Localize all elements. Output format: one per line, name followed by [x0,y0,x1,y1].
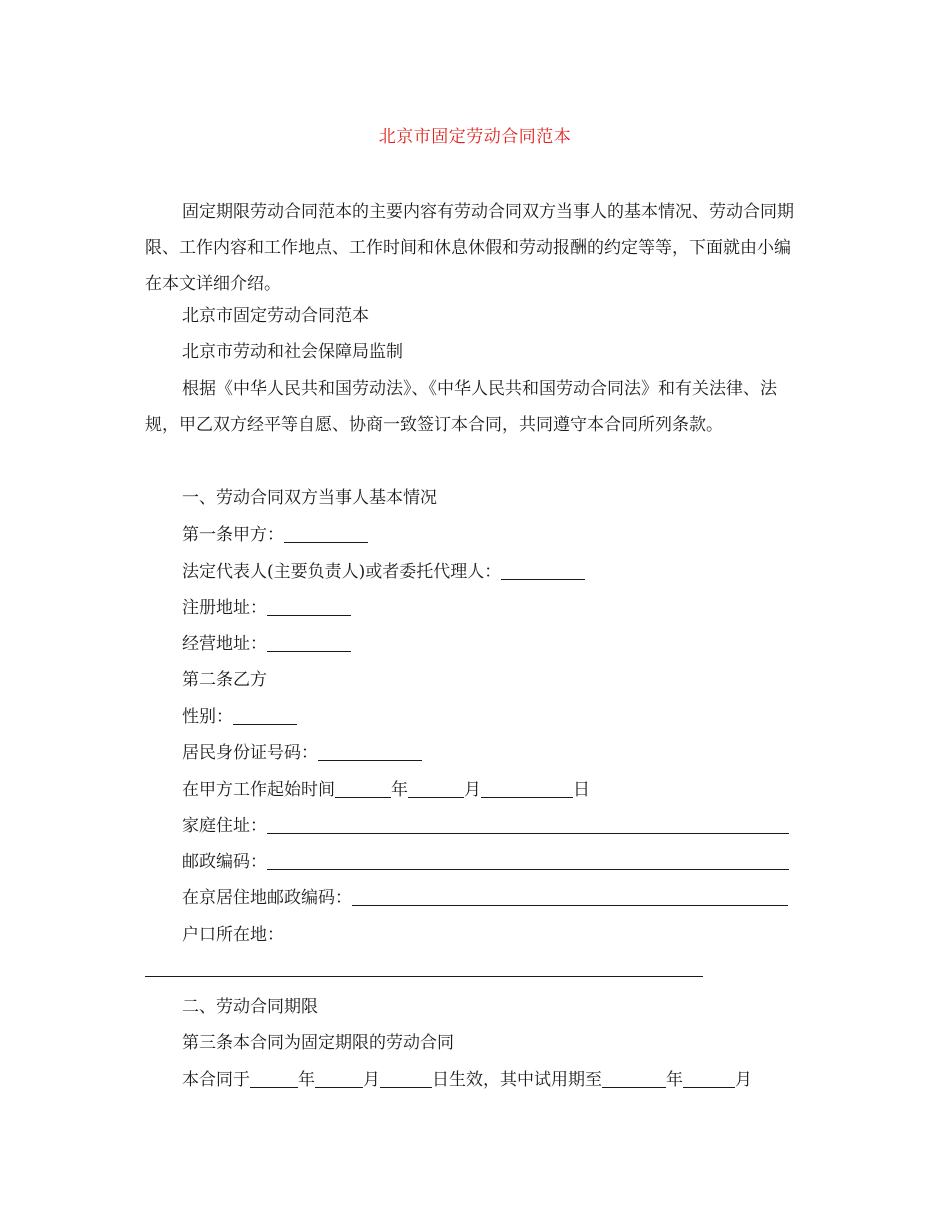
day-label: 日 [573,780,590,800]
hukou-field[interactable] [145,976,703,977]
start-date-line [182,778,590,802]
supervisor-line: 北京市劳动和社会保障局监制 [182,342,403,362]
postcode-line [182,850,789,874]
legal-rep-line [182,560,585,584]
id-line [182,741,422,765]
intro-paragraph: 固定期限劳动合同范本的主要内容有劳动合同双方当事人的基本情况、劳动合同期限、工作内容和工作地点、工作时间和休息休假和劳动报酬的约定等等，下面就由小编在本文详细介绍。 [145,202,794,294]
id-label: 居民身份证号码： [182,743,318,763]
probation-year-field[interactable] [602,1069,666,1088]
effective-year-label: 年 [298,1070,315,1090]
effective-date-line [182,1068,752,1092]
section-2-heading: 二、劳动合同期限 [182,997,318,1017]
legal-rep-label: 法定代表人(主要负责人)或者委托代理人： [182,562,502,582]
article-1-line [182,523,368,547]
year-label: 年 [391,780,408,800]
probation-month-label: 月 [735,1070,752,1090]
heading-repeat: 北京市固定劳动合同范本 [182,306,369,326]
article-3-line: 第三条本合同为固定期限的劳动合同 [182,1033,454,1053]
biz-address-field[interactable] [267,633,351,652]
postcode-label: 邮政编码： [182,852,267,872]
beijing-postcode-label: 在京居住地邮政编码： [182,888,352,908]
basis-paragraph: 根据《中华人民共和国劳动法》、《中华人民共和国劳动合同法》和有关法律、法规，甲乙双方经平等自愿、协商一致签订本合同，共同遵守本合同所列条款。 [145,379,777,435]
reg-address-field[interactable] [267,597,351,616]
home-address-label: 家庭住址： [182,816,267,836]
gender-line [182,705,297,729]
effective-year-field[interactable] [250,1069,298,1088]
home-address-field[interactable] [267,815,789,834]
effective-day-field[interactable] [380,1069,432,1088]
section-1-heading: 一、劳动合同双方当事人基本情况 [182,488,437,508]
employer-name-field[interactable] [284,524,368,543]
start-prefix: 在甲方工作起始时间 [182,780,335,800]
article-2-line: 第二条乙方 [182,670,267,690]
start-day-field[interactable] [481,779,573,798]
start-year-field[interactable] [335,779,391,798]
id-number-field[interactable] [318,742,422,761]
document-title: 北京市固定劳动合同范本 [378,127,572,147]
biz-address-label: 经营地址： [182,634,267,654]
probation-year-label: 年 [666,1070,683,1090]
biz-address-line [182,632,351,656]
gender-label: 性别： [182,707,233,727]
reg-address-line [182,596,351,620]
postcode-field[interactable] [267,851,789,870]
beijing-postcode-line [182,886,788,910]
effective-mid: 日生效，其中试用期至 [432,1070,602,1090]
article-1-label: 第一条甲方： [182,525,284,545]
beijing-postcode-field[interactable] [352,887,788,906]
probation-month-field[interactable] [683,1069,735,1088]
legal-rep-field[interactable] [501,561,585,580]
start-month-field[interactable] [408,779,464,798]
effective-prefix: 本合同于 [182,1070,250,1090]
effective-month-label: 月 [363,1070,380,1090]
home-address-line [182,814,789,838]
hukou-line: 户口所在地： [182,925,284,945]
reg-address-label: 注册地址： [182,598,267,618]
month-label: 月 [464,780,481,800]
gender-field[interactable] [233,706,297,725]
effective-month-field[interactable] [315,1069,363,1088]
